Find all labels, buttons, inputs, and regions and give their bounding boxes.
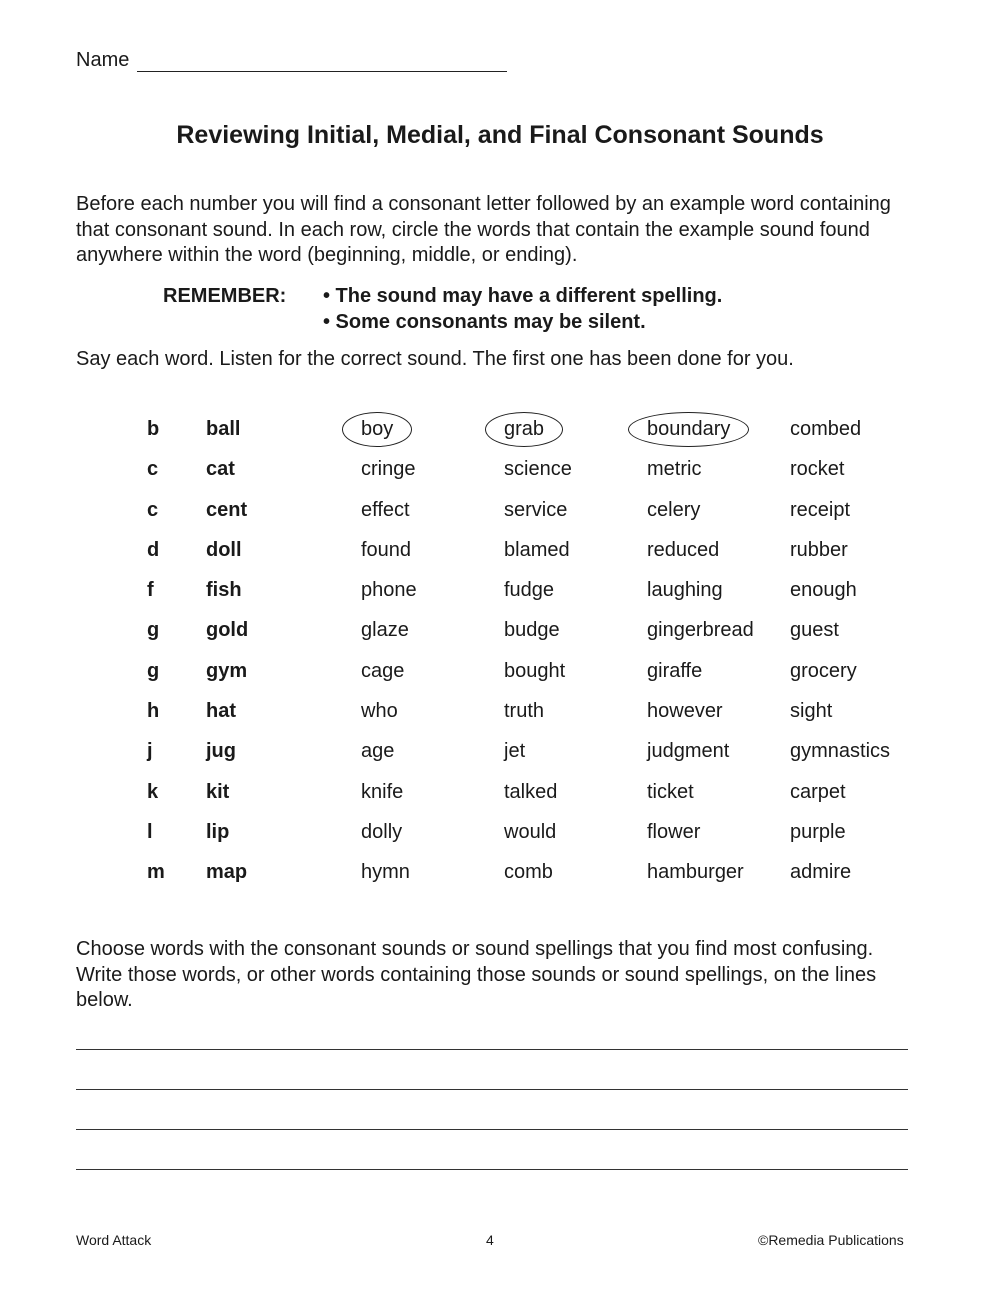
- name-field[interactable]: [76, 49, 507, 72]
- circled-word[interactable]: grab: [485, 412, 563, 447]
- row-example-word: hat: [206, 700, 236, 723]
- word-row: [0, 454, 1000, 494]
- word-option[interactable]: grocery: [790, 659, 857, 682]
- row-example-word: map: [206, 861, 248, 884]
- word-row: [0, 777, 1000, 817]
- row-consonant-letter: m: [147, 861, 165, 884]
- row-example-word: lip: [206, 820, 230, 843]
- word-option[interactable]: bought: [504, 659, 566, 682]
- word-row: [0, 414, 1000, 454]
- word-option[interactable]: giraffe: [647, 659, 703, 682]
- word-option[interactable]: however: [647, 700, 723, 723]
- row-consonant-letter: g: [147, 619, 160, 642]
- word-option[interactable]: [647, 418, 749, 447]
- row-consonant-letter: h: [147, 700, 160, 723]
- word-option[interactable]: service: [504, 498, 568, 521]
- word-option[interactable]: [361, 418, 412, 447]
- word-option[interactable]: gymnastics: [790, 740, 891, 763]
- word-option[interactable]: effect: [361, 498, 410, 521]
- row-example-word: gold: [206, 619, 249, 642]
- circled-word[interactable]: boundary: [628, 412, 749, 447]
- word-option[interactable]: jet: [504, 740, 526, 763]
- word-option[interactable]: receipt: [790, 498, 851, 521]
- remember-label: REMEMBER:: [163, 285, 287, 307]
- word-row: [0, 495, 1000, 535]
- word-option[interactable]: budge: [504, 619, 560, 642]
- word-option[interactable]: dolly: [361, 820, 403, 843]
- word-option[interactable]: carpet: [790, 780, 846, 803]
- word-option[interactable]: comb: [504, 861, 553, 884]
- word-option[interactable]: phone: [361, 579, 417, 602]
- word-option[interactable]: laughing: [647, 579, 723, 602]
- page-title: Reviewing Initial, Medial, and Final Consonant Sounds: [176, 121, 824, 149]
- name-blank-line[interactable]: [137, 53, 507, 72]
- word-row: [0, 696, 1000, 736]
- row-example-word: cent: [206, 498, 248, 521]
- word-option[interactable]: ticket: [647, 780, 694, 803]
- word-row: [0, 656, 1000, 696]
- instruction-text: Say each word. Listen for the correct sound. The first one has been done for you.: [76, 348, 794, 370]
- word-option[interactable]: sight: [790, 700, 833, 723]
- intro-paragraph: Before each number you will find a consonant letter followed by an example word containing that consonant sound. In each row, circle the words that contain the example sound found anywhere within the word (beginning, middle, or ending).: [76, 193, 891, 266]
- word-row: [0, 575, 1000, 615]
- word-option[interactable]: cage: [361, 659, 405, 682]
- word-option[interactable]: fudge: [504, 579, 555, 602]
- word-option[interactable]: celery: [647, 498, 701, 521]
- word-option[interactable]: judgment: [647, 740, 730, 763]
- word-row: [0, 535, 1000, 575]
- word-option[interactable]: blamed: [504, 538, 570, 561]
- footer-book-title: Word Attack: [76, 1232, 152, 1248]
- circled-word[interactable]: boy: [342, 412, 412, 447]
- word-row: [0, 736, 1000, 776]
- word-option[interactable]: admire: [790, 861, 852, 884]
- row-consonant-letter: c: [147, 498, 159, 521]
- row-consonant-letter: k: [147, 780, 159, 803]
- remember-bullet-spelling: • The sound may have a different spelling.: [323, 285, 723, 307]
- word-table: [0, 414, 1000, 898]
- word-option[interactable]: science: [504, 458, 572, 481]
- word-option[interactable]: hamburger: [647, 861, 744, 884]
- row-consonant-letter: j: [147, 740, 153, 763]
- answer-line[interactable]: [76, 1089, 908, 1090]
- name-label: Name: [76, 49, 130, 71]
- word-option[interactable]: flower: [647, 820, 701, 843]
- footer-copyright: ©Remedia Publications: [758, 1232, 904, 1248]
- row-example-word: jug: [206, 740, 236, 763]
- row-example-word: gym: [206, 659, 248, 682]
- word-option[interactable]: purple: [790, 820, 846, 843]
- word-option[interactable]: guest: [790, 619, 839, 642]
- row-consonant-letter: b: [147, 418, 160, 440]
- remember-bullets: [323, 284, 722, 335]
- word-option[interactable]: talked: [504, 780, 558, 803]
- row-consonant-letter: d: [147, 538, 160, 561]
- word-option[interactable]: reduced: [647, 538, 720, 561]
- word-option[interactable]: combed: [790, 418, 862, 440]
- row-example-word: kit: [206, 780, 230, 803]
- word-option[interactable]: enough: [790, 579, 857, 602]
- answer-line[interactable]: [76, 1169, 908, 1170]
- answer-line[interactable]: [76, 1049, 908, 1050]
- word-option[interactable]: age: [361, 740, 395, 763]
- remember-bullet-silent: • Some consonants may be silent.: [323, 310, 646, 333]
- row-example-word: doll: [206, 538, 242, 561]
- row-consonant-letter: l: [147, 820, 153, 843]
- word-option[interactable]: truth: [504, 700, 545, 723]
- word-row: [0, 857, 1000, 897]
- word-option[interactable]: cringe: [361, 458, 416, 481]
- row-consonant-letter: c: [147, 458, 159, 481]
- row-consonant-letter: f: [147, 579, 154, 602]
- word-option[interactable]: glaze: [361, 619, 409, 642]
- row-example-word: ball: [206, 418, 241, 440]
- word-option[interactable]: rubber: [790, 538, 848, 561]
- word-row: [0, 615, 1000, 655]
- row-example-word: cat: [206, 458, 235, 481]
- word-row: [0, 817, 1000, 857]
- footer-page-number: 4: [486, 1232, 494, 1248]
- word-option[interactable]: would: [504, 820, 557, 843]
- answer-line[interactable]: [76, 1129, 908, 1130]
- word-option[interactable]: rocket: [790, 458, 845, 481]
- word-option[interactable]: who: [361, 700, 398, 723]
- word-option[interactable]: metric: [647, 458, 702, 481]
- choose-paragraph: Choose words with the consonant sounds or sound spellings that you find most confusing. Write those words, or other words containing those sounds or sound spellings, on the lines below.: [76, 938, 877, 1011]
- word-option[interactable]: gingerbread: [647, 619, 754, 642]
- word-option[interactable]: hymn: [361, 861, 410, 884]
- word-option[interactable]: found: [361, 538, 412, 561]
- word-option[interactable]: [504, 418, 563, 447]
- row-consonant-letter: g: [147, 659, 160, 682]
- word-option[interactable]: knife: [361, 780, 404, 803]
- row-example-word: fish: [206, 579, 242, 602]
